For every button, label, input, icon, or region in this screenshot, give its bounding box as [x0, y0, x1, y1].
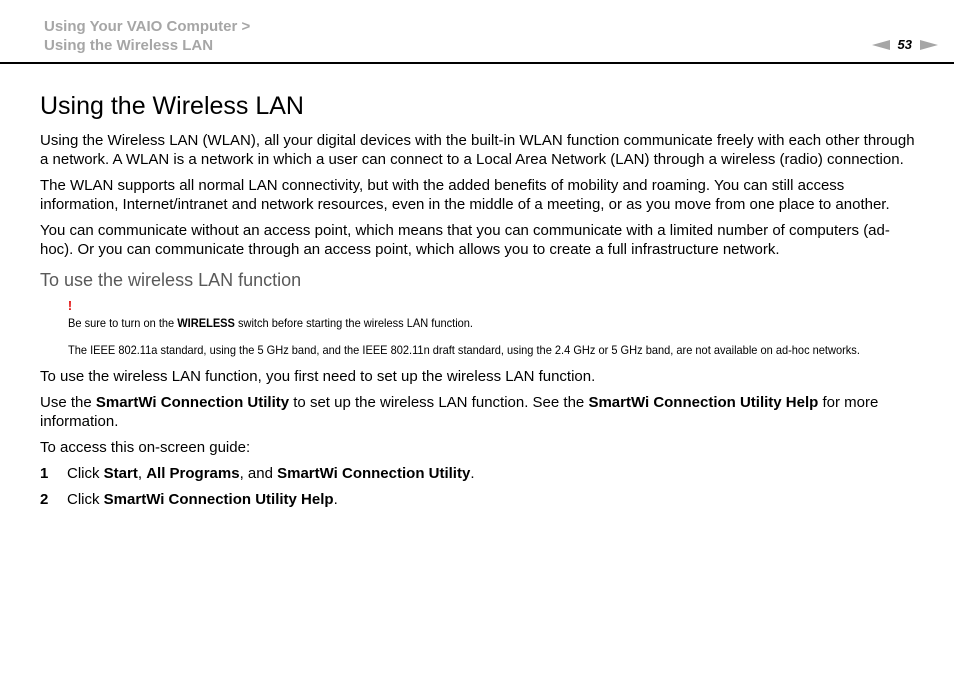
utility-help-menu-label: SmartWi Connection Utility Help [103, 491, 334, 508]
list-item [40, 490, 920, 509]
step-number: 1 [40, 465, 49, 482]
breadcrumb-parent[interactable]: Using Your VAIO Computer > [44, 18, 251, 35]
note-line-wireless-switch [68, 313, 914, 334]
note-line-ieee-standard: The IEEE 802.11a standard, using the 5 GHz band, and the IEEE 802.11n draft standard, using the 2.4 GHz or 5 GHz band, are not available on ad-hoc networks. [68, 343, 860, 357]
access-point-paragraph: You can communicate without an access point, which means that you can communicate with a limited number of computers (ad-hoc). Or you can communicate through an access point, which allows you to create a full infrastructure network. [40, 222, 890, 258]
start-menu-label: Start [103, 465, 138, 482]
utility-name: SmartWi Connection Utility [95, 394, 290, 411]
note-text: switch before starting the wireless LAN function. [234, 316, 474, 330]
utility-paragraph [40, 393, 920, 431]
page-number: 53 [897, 37, 912, 52]
next-page-arrow-icon[interactable] [920, 40, 938, 50]
text: Click [67, 491, 104, 508]
text: , [137, 465, 147, 482]
guide-access-paragraph: To access this on-screen guide: [40, 439, 251, 456]
list-item [40, 464, 920, 483]
note-block [68, 299, 914, 361]
intro-paragraph: Using the Wireless LAN (WLAN), all your digital devices with the built-in WLAN function communicate freely with each other through a network. A WLAN is a network in which a user can connect to a Local Area Network (LAN) through a wireless (radio) connection. [40, 132, 915, 168]
note-text: Be sure to turn on the [68, 316, 178, 330]
warning-exclamation-icon: ! [68, 298, 72, 313]
note-bold-text: WIRELESS [177, 316, 235, 330]
breadcrumb [44, 17, 250, 55]
steps-list [40, 464, 920, 509]
step-text [67, 490, 338, 509]
text: Use the [40, 394, 96, 411]
section-heading: To use the wireless LAN function [40, 270, 302, 290]
text: . [333, 491, 338, 508]
utility-help-name: SmartWi Connection Utility Help [588, 394, 819, 411]
text: for more information. [40, 394, 879, 430]
page-title: Using the Wireless LAN [40, 92, 304, 120]
text: Click [67, 465, 104, 482]
previous-page-arrow-icon[interactable] [872, 40, 890, 50]
text: , and [239, 465, 278, 482]
step-number: 2 [40, 491, 49, 508]
utility-menu-label: SmartWi Connection Utility [277, 465, 471, 482]
step-text [67, 464, 475, 483]
setup-paragraph: To use the wireless LAN function, you first need to set up the wireless LAN function. [40, 368, 596, 385]
page-header [0, 0, 954, 64]
wlan-support-paragraph: The WLAN supports all normal LAN connectivity, but with the added benefits of mobility and roaming. You can still access information, Internet/intranet and network resources, even in the middle of a meeting, or as you move from one place to another. [40, 177, 890, 213]
text: . [470, 465, 475, 482]
all-programs-label: All Programs [146, 465, 240, 482]
page-navigation [872, 37, 938, 52]
main-content [40, 90, 920, 516]
text: to set up the wireless LAN function. See the [289, 394, 589, 411]
breadcrumb-current: Using the Wireless LAN [44, 37, 214, 54]
